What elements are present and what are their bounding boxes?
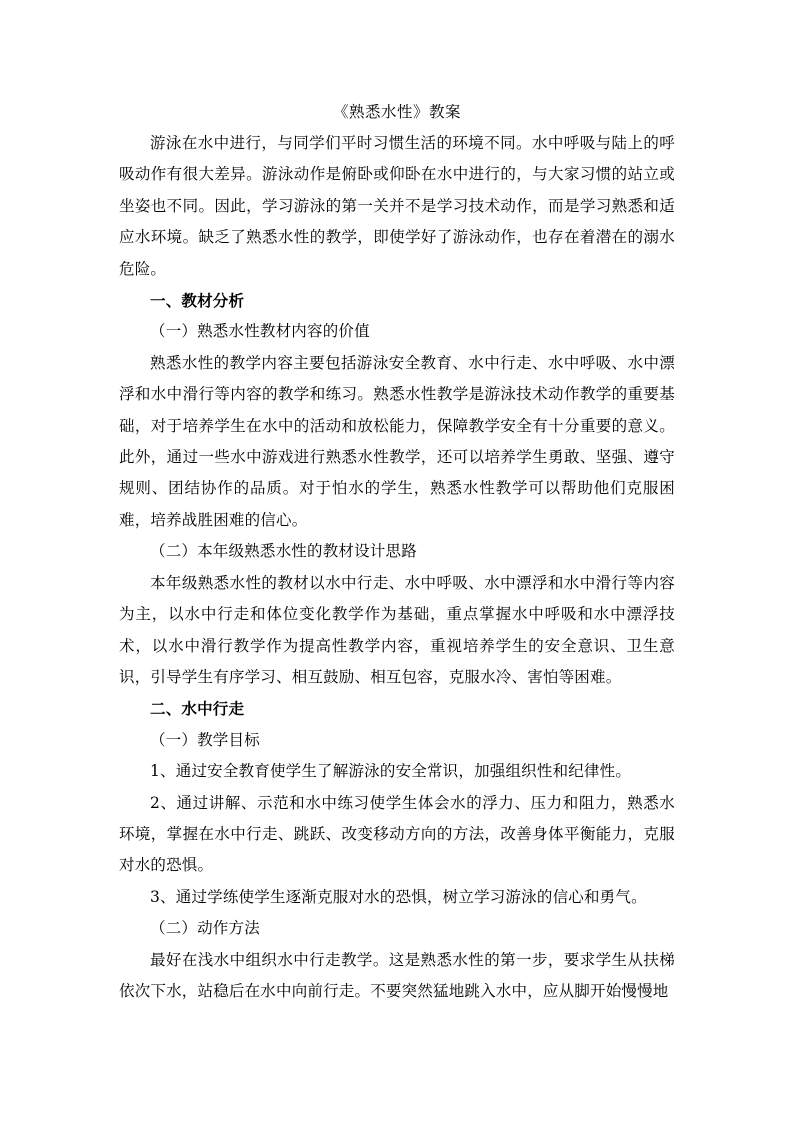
body-paragraph: 熟悉水性的教学内容主要包括游泳安全教育、水中行走、水中呼吸、水中漂浮和水中滑行等内容的教学和练习。熟悉水性教学是游泳技术动作教学的重要基础，对于培养学生在水中的活动和放松能力，保障教学安全有十分重要的意义。此外，通过一些水中游戏进行熟悉水性教学，还可以培养学生勇敢、坚强、遵守规则、团结协作的品质。对于怕水的学生，熟悉水性教学可以帮助他们克服困难，培养战胜困难的信心。	[119, 353, 675, 529]
body-paragraph: 本年级熟悉水性的教材以水中行走、水中呼吸、水中漂浮和水中滑行等内容为主，以水中行走和体位变化教学作为基础，重点掌握水中呼吸和水中漂浮技术，以水中滑行教学作为提高性教学内容，重视培养学生的安全意识、卫生意识，引导学生有序学习、相互鼓励、相互包容，克服水冷、害怕等困难。	[119, 573, 675, 686]
goal-item-1: 1、通过安全教育使学生了解游泳的安全常识，加强组织性和纪律性。	[150, 762, 632, 781]
goal-item-2: 2、通过讲解、示范和水中练习使学生体会水的浮力、压力和阻力，熟悉水环境，掌握在水中行走、跳跃、改变移动方向的方法，改善身体平衡能力，克服对水的恐惧。	[119, 793, 675, 875]
subsection-heading-methods: （二）动作方法	[150, 919, 260, 938]
subsection-heading-design-ideas: （二）本年级熟悉水性的教材设计思路	[150, 542, 417, 561]
goal-item-3: 3、通过学练使学生逐渐克服对水的恐惧，树立学习游泳的信心和勇气。	[150, 887, 647, 906]
document-title: 《熟悉水性》教案	[332, 103, 461, 121]
section-heading-textbook-analysis: 一、教材分析	[150, 291, 245, 311]
subsection-heading-teaching-goals: （一）教学目标	[150, 730, 260, 749]
subsection-heading-content-value: （一）熟悉水性教材内容的价值	[150, 322, 370, 341]
body-paragraph: 最好在浅水中组织水中行走教学。这是熟悉水性的第一步，要求学生从扶梯依次下水，站稳后在水中向前行走。不要突然猛地跳入水中，应从脚开始慢慢地	[119, 950, 675, 1000]
section-heading-water-walking: 二、水中行走	[150, 699, 245, 719]
intro-paragraph: 游泳在水中进行，与同学们平时习惯生活的环境不同。水中呼吸与陆上的呼吸动作有很大差异。游泳动作是俯卧或仰卧在水中进行的，与大家习惯的站立或坐姿也不同。因此，学习游泳的第一关并不是学习技术动作，而是学习熟悉和适应水环境。缺乏了熟悉水性的教学，即使学好了游泳动作，也存在着潜在的溺水危险。	[119, 134, 675, 278]
document-body	[119, 96, 675, 1007]
